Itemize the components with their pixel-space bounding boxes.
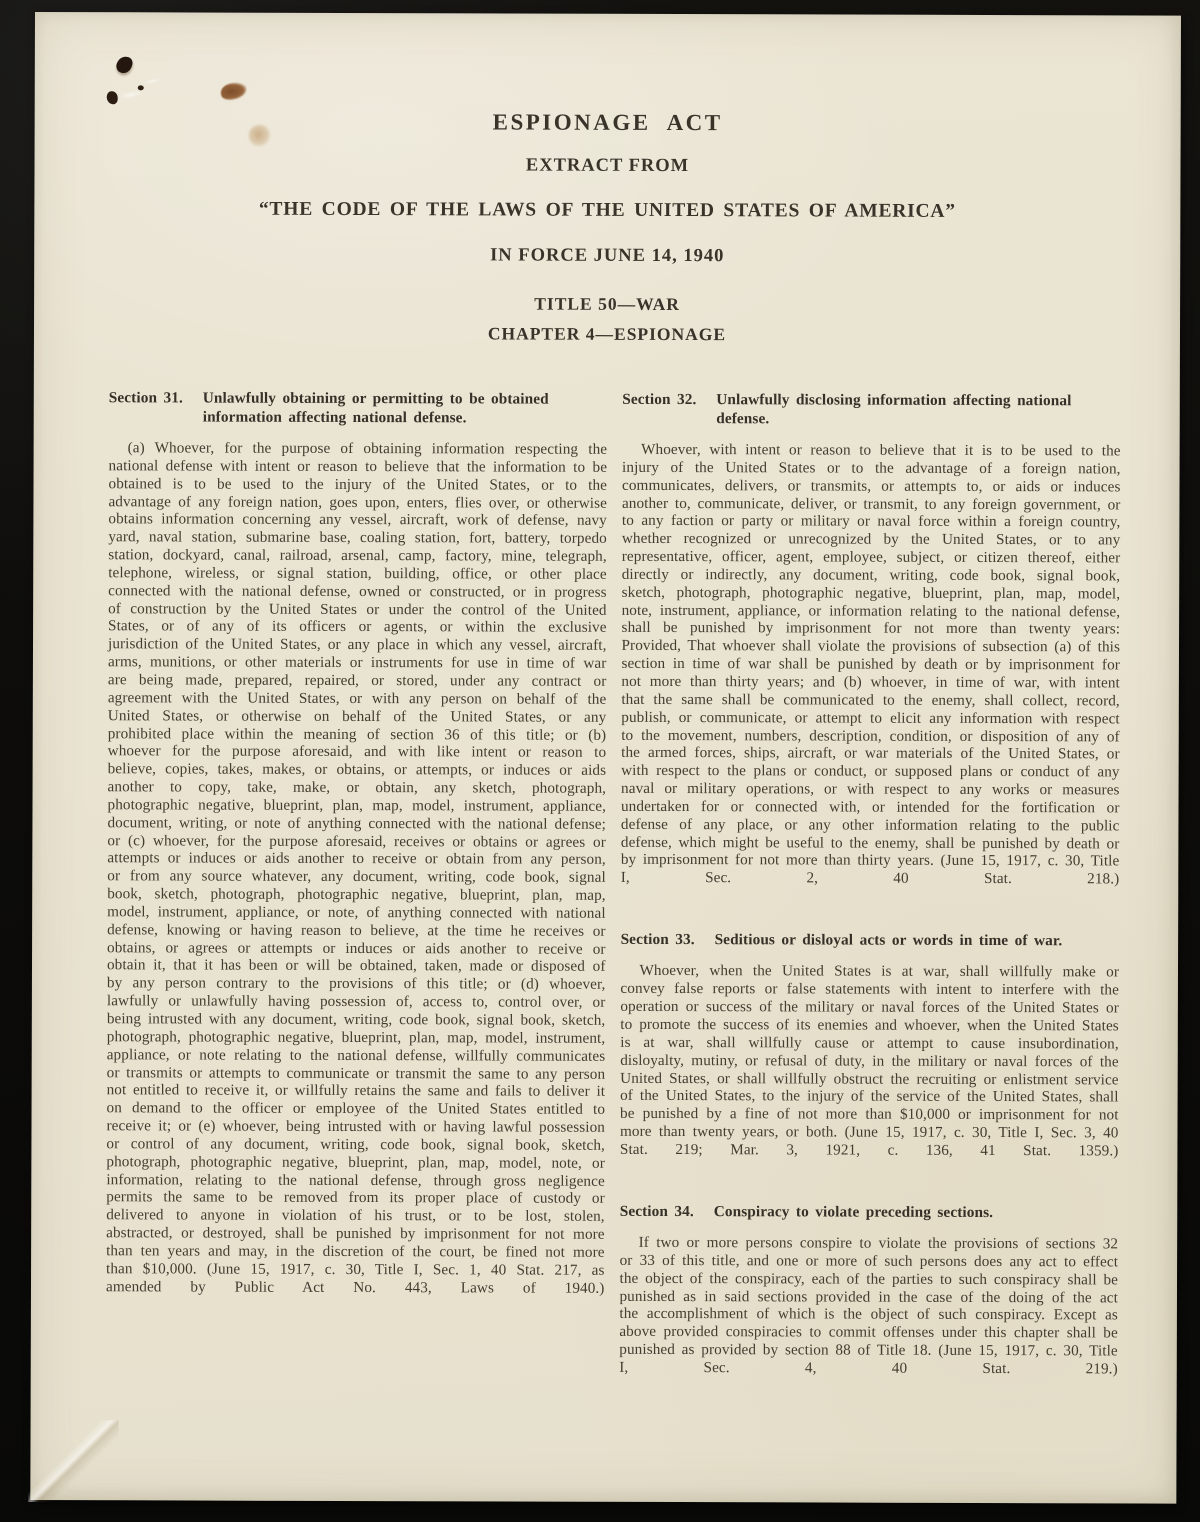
chapter-4-line: CHAPTER 4—ESPIONAGE <box>487 323 727 345</box>
document-subtitle: EXTRACT FROM <box>525 155 690 177</box>
document-title: ESPIONAGE ACT <box>492 109 723 136</box>
section-33-heading-text: Seditious or disloyal acts or words in time of war. <box>714 931 1063 950</box>
section-33-number: Section 33. <box>620 930 695 949</box>
section-34-heading-text: Conspiracy to violate preceding sections. <box>713 1202 994 1221</box>
section-31-heading-text: Unlawfully obtaining or permitting to be obtained information affecting national defense. <box>202 389 549 426</box>
section-32-number: Section 32. <box>622 390 697 409</box>
section-33-heading <box>621 931 1120 951</box>
section-34-number: Section 34. <box>619 1202 694 1220</box>
section-32-text: Whoever, with intent or reason to believe that it is to be used to the injury of the United States or to the advantage of a foreign nation, communicates, delivers, or transmits, or attempts to, or aids or induces another to, communicate, deliver, or transmit, to any foreign government, or to any faction or party or military or naval force within a foreign country, whether recognized or unrecognized by the United States, or to any representative, officer, agent, employee, subject, or citizen thereof, either directly or indirectly, any document, writing, code book, signal book, sketch, photograph, photographic negative, blueprint, plan, map, model, note, instrument, appliance, or information relating to the national defense, shall be punished by imprisonment for not more than twenty years: Provided, That whoever shall violate the provisions of subsection (a) of this section in time of war shall be punished by death or by imprisonment for not more than thirty years; and (b) whoever, in time of war, with intent that the same shall be communicated to the enemy, shall collect, record, publish, or communicate, or attempt to elicit any information with respect to the movement, numbers, description, condition, or disposition of any of the armed forces, ships, aircraft, or war materials of the United States, or with respect to the plans or conduct, or supposed plans or conduct of any naval or military operations, or with respect to any works or measures undertaken for or connected with, or intended for the fortification or defense of any place, or any other information relating to the public defense, which might be useful to the enemy, shall be punished by death or by imprisonment for not more than thirty years. (June 15, 1917, c. 30, Title I, Sec. 2, 40 Stat. 218.) <box>620 440 1121 888</box>
section-31-heading <box>109 389 608 428</box>
section-34-heading <box>620 1202 1119 1222</box>
two-column-body <box>31 389 1180 1396</box>
section-34-text: If two or more persons conspire to violate the provisions of sections 32 or 33 of this title, and one or more of such persons does any act to effect the object of the conspiracy, each of the parties to such conspiracy shall be punished as in said sections provided in the case of the doing of the act the accomplishment of which is the object of such conspiracy. Except as above provided conspiracies to commit offenses under this chapter shall be punished as provided by section 88 of Title 18. (June 15, 1917, c. 30, Title I, Sec. 4, 40 Stat. 219.) <box>619 1233 1119 1378</box>
section-31-number: Section 31. <box>108 389 183 407</box>
section-31 <box>106 389 607 1315</box>
in-force-date: IN FORCE JUNE 14, 1940 <box>490 245 725 267</box>
document-source: “THE CODE OF THE LAWS OF THE UNITED STATES OF AMERICA” <box>258 198 956 222</box>
right-column <box>619 391 1121 1396</box>
left-column <box>106 389 608 1394</box>
section-32-heading-text: Unlawfully disclosing information affecting national defense. <box>716 391 1072 427</box>
document-page <box>30 12 1181 1504</box>
section-32 <box>621 391 1121 907</box>
section-32-heading <box>622 391 1121 430</box>
section-34 <box>619 1202 1118 1396</box>
section-33-text: Whoever, when the United States is at war, shall willfully make or convey false reports or false statements with intent to interfere with the operation or success of the military or naval forces of the United States or to promote the success of its enemies and whoever, when the United States is at war, shall willfully cause or attempt to cause insubordination, disloyalty, mutiny, or refusal of duty, in the military or naval forces of the United States, or shall willfully obstruct the recruiting or enlistment service of the United States, to the injury of the service of the United States, shall be punished by a fine of not more than $10,000 or imprisonment for not more than twenty years, or both. (June 15, 1917, c. 30, Title I, Sec. 3, 40 Stat. 219; Mar. 3, 1921, c. 136, 41 Stat. 1359.) <box>619 962 1120 1160</box>
corner-crease <box>28 1420 118 1502</box>
section-31-text: (a) Whoever, for the purpose of obtaining information respecting the national defense with intent or reason to believe that the information to be obtained is to be used to the injury of the United States, or to the advantage of any foreign nation, goes upon, enters, flies over, or otherwise obtains information concerning any vessel, aircraft, work of defense, navy yard, naval station, submarine base, coaling station, fort, battery, torpedo station, dockyard, canal, railroad, arsenal, camp, factory, mine, telegraph, telephone, wireless, or signal station, building, office, or other place connected with the national defense, owned or constructed, or in progress of construction by the United States or under the control of the United States, or of any of its officers or agents, or within the exclusive jurisdiction of the United States, or any place in which any vessel, aircraft, arms, munitions, or other materials or instruments for use in time of war are being made, prepared, repaired, or stored, under any contract or agreement with the United States, or with any person on behalf of the United States, or otherwise on behalf of the United States, or any prohibited place within the meaning of section 36 of this title; or (b) whoever for the purpose aforesaid, and with like intent or reason to believe, copies, takes, makes, or obtains, or attempts, or induces or aids another to copy, take, make, or obtain, any sketch, photograph, photographic negative, blueprint, plan, map, model, instrument, appliance, document, writing, or note of anything connected with the national defense; or (c) whoever, for the purpose aforesaid, receives or obtains or agrees or attempts or induces or aids another to receive or obtain from any person, or from any source whatever, any document, writing, code book, signal book, sketch, photograph, photographic negative, blueprint, plan, map, model, instrument, appliance, or note, of anything connected with national defense, knowing or having reason to believe, at the time he receives or obtains, or agrees or attempts or induces or aids another to receive or obtain it, that it has been or will be obtained, taken, made or disposed of by any person contrary to the provisions of this title; or (d) whoever, lawfully or unlawfully having possession of, access to, control over, or being intrusted with any document, writing, code book, signal book, sketch, photograph, photographic negative, blueprint, plan, map, model, instrument, appliance, or note relating to the national defense, willfully communicates or transmits or attempts to communicate or transmit the same to any person not entitled to receive it, or willfully retains the same and fails to deliver it on demand to the officer or employee of the United States entitled to receive it; or (e) whoever, being intrusted with or having lawful possession or control of any document, writing, code book, signal book, sketch, photograph, photographic negative, blueprint, plan, map, model, note, or information, relating to the national defense, through gross negligence permits the same to be removed from its proper place of custody or delivered to anyone in violation of his trust, or to be lost, stolen, abstracted, or destroyed, shall be punished by imprisonment for not more than ten years and may, in the discretion of the court, be fined not more than $10,000. (June 15, 1917, c. 30, Title I, Sec. 1, 40 Stat. 217, as amended by Public Act No. 443, Laws of 1940.) <box>105 439 608 1297</box>
document-header <box>34 12 1181 347</box>
section-33 <box>620 931 1119 1178</box>
title-50-line: TITLE 50—WAR <box>534 293 680 315</box>
